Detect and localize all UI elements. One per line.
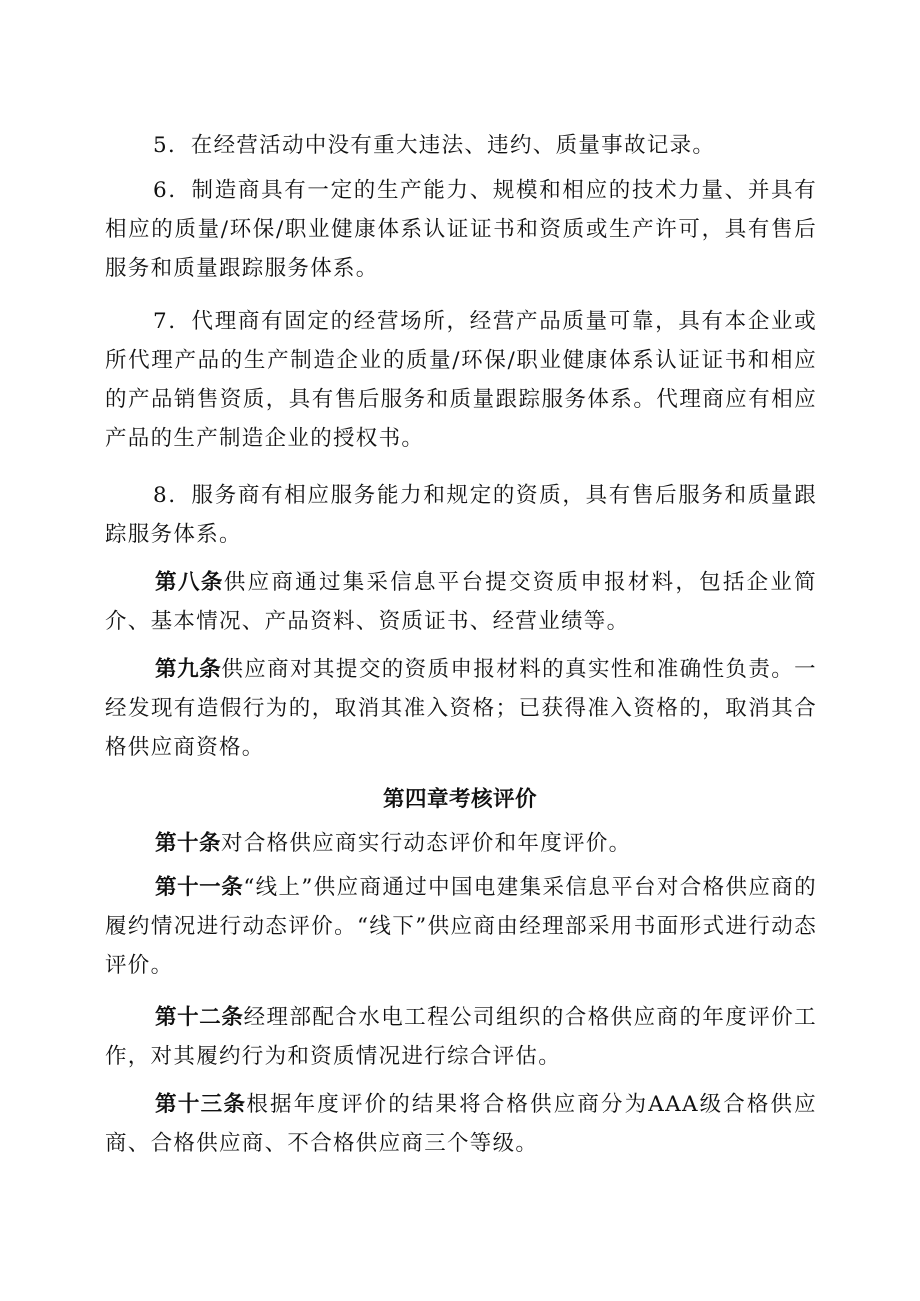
article-text: 供应商对其提交的资质申报材料的真实性和准确性负责。一经发现有造假行为的，取消其准入资格；已获得准入资格的，取消其合格供应商资格。 (105, 657, 817, 760)
article-label: 第九条 (155, 657, 222, 682)
item-number: 7 (153, 309, 168, 334)
item-number: 8 (153, 483, 168, 508)
article-text: “线上”供应商通过中国电建集采信息平台对合格供应商的履约情况进行动态评价。“线下”供应商由经理部采用书面形式进行动态评价。 (105, 875, 817, 978)
item-text: ．制造商具有一定的生产能力、规模和相应的技术力量、并具有相应的质量/环保/职业健康体系认证证书和资质或生产许可，具有售后服务和质量跟踪服务体系。 (105, 178, 817, 281)
article-10 (105, 824, 817, 863)
article-8 (105, 563, 817, 641)
item-number: 5 (153, 133, 168, 158)
article-9 (105, 650, 817, 767)
item-text: ．代理商有固定的经营场所，经营产品质量可靠，具有本企业或所代理产品的生产制造企业的质量/环保/职业健康体系认证证书和相应的产品销售资质，具有售后服务和质量跟踪服务体系。代理商应有相应产品的生产制造企业的授权书。 (105, 309, 817, 451)
article-text: 经理部配合水电工程公司组织的合格供应商的年度评价工作，对其履约行为和资质情况进行综合评估。 (105, 1005, 817, 1069)
article-label: 第十二条 (155, 1005, 244, 1030)
item-text: ．在经营活动中没有重大违法、违约、质量事故记录。 (167, 133, 716, 158)
list-item-8 (105, 476, 817, 554)
article-12 (105, 998, 817, 1076)
article-13 (105, 1085, 817, 1163)
article-11 (105, 868, 817, 985)
article-label: 第八条 (155, 570, 224, 595)
article-label: 第十条 (155, 831, 222, 856)
article-text: 供应商通过集采信息平台提交资质申报材料，包括企业简介、基本情况、产品资料、资质证书、经营业绩等。 (105, 570, 817, 634)
list-item-7 (105, 302, 817, 458)
article-text: 根据年度评价的结果将合格供应商分为AAA级合格供应商、合格供应商、不合格供应商三个等级。 (105, 1092, 817, 1156)
item-number: 6 (153, 178, 168, 203)
list-item-5 (105, 126, 817, 165)
chapter-heading: 第四章考核评价 (382, 787, 537, 812)
item-text: ．服务商有相应服务能力和规定的资质，具有售后服务和质量跟踪服务体系。 (105, 483, 817, 547)
article-label: 第十一条 (155, 875, 244, 900)
list-item-6 (105, 171, 817, 288)
article-text: 对合格供应商实行动态评价和年度评价。 (221, 831, 632, 856)
article-label: 第十三条 (155, 1092, 247, 1117)
